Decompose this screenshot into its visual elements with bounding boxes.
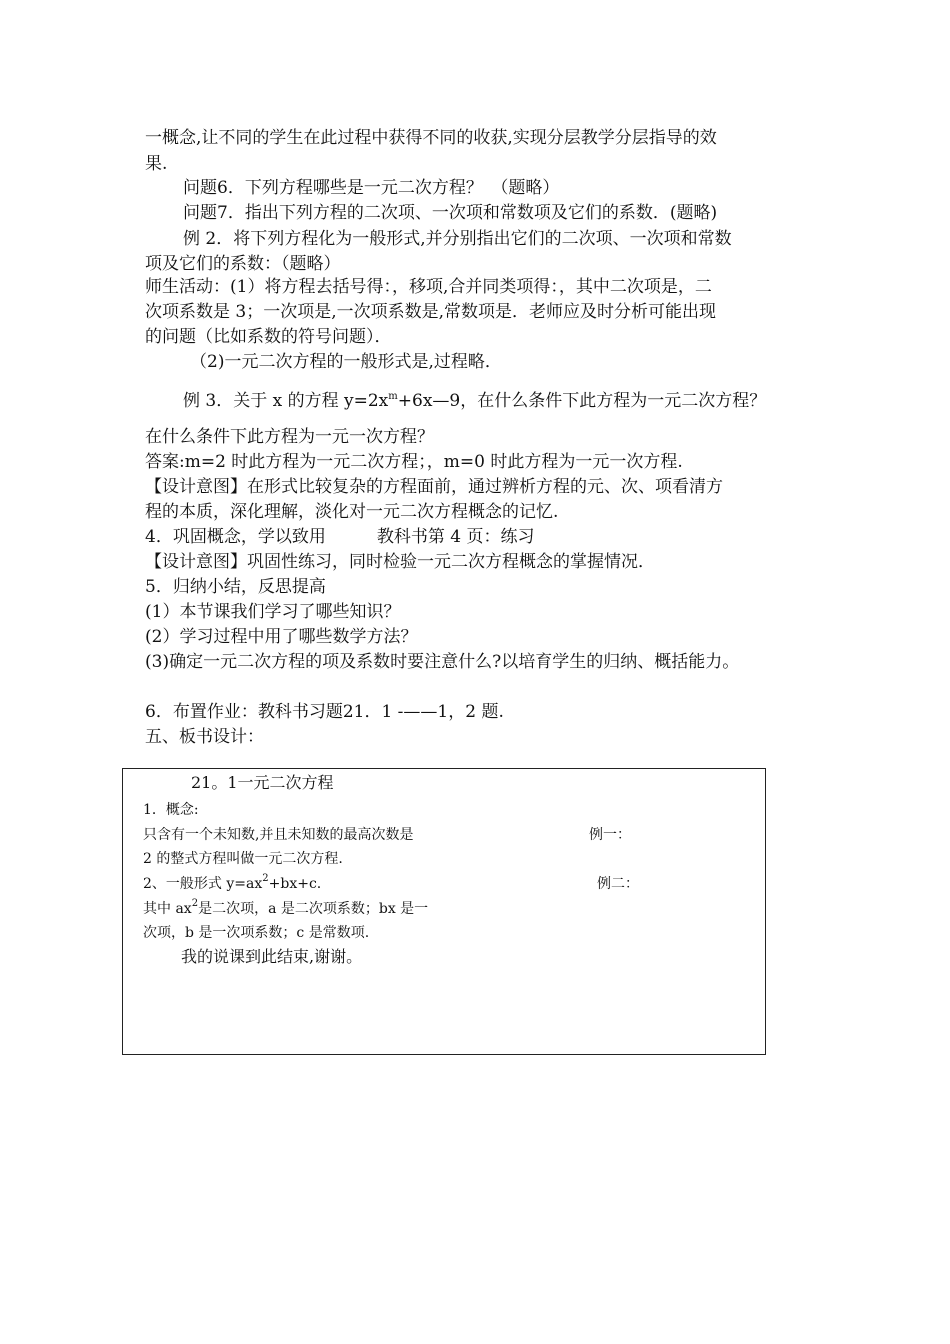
- text-line: 项及它们的系数：（题略）: [145, 254, 341, 274]
- board-line: 2 的整式方程叫做一元二次方程.: [143, 851, 343, 867]
- section-5-board-heading: 五、板书设计：: [145, 727, 264, 747]
- text-line: 果.: [145, 154, 168, 174]
- text-line: 的问题（比如系数的符号问题）．: [145, 327, 392, 347]
- example-2: 例 2．将下列方程化为一般形式,并分别指出它们的二次项、一次项和常数: [183, 229, 732, 249]
- board-line: 2、一般形式 $y=ax^2+bx+c$.: [143, 873, 322, 892]
- teacher-student-activity: 师生活动：(1）将方程去括号得：，移项,合并同类项得：，其中二次项是，二: [145, 277, 712, 297]
- section-4-heading: 4．巩固概念，学以致用 教科书第 4 页：练习: [145, 527, 535, 547]
- design-intent: 【设计意图】巩固性练习，同时检验一元二次方程概念的掌握情况．: [145, 552, 655, 572]
- board-line: 1．概念:: [143, 802, 199, 818]
- problem-7: 问题7．指出下列方程的二次项、一次项和常数项及它们的系数．(题略): [183, 203, 718, 223]
- text-line: 一概念,让不同的学生在此过程中获得不同的收获,实现分层教学分层指导的效: [145, 128, 717, 148]
- blackboard-design-box: [122, 768, 766, 1055]
- section-5-heading: 5．归纳小结，反思提高: [145, 577, 326, 597]
- summary-item: (2）学习过程中用了哪些数学方法？: [145, 627, 418, 647]
- board-line: 其中 $ax^2$是二次项，a 是二次项系数；bx 是一: [143, 898, 429, 917]
- text-line: 程的本质，深化理解，淡化对一元二次方程概念的记忆.: [145, 502, 559, 522]
- text-line: （2)一元二次方程的一般形式是,过程略．: [190, 352, 502, 372]
- text-line: 在什么条件下此方程为一元一次方程？: [145, 427, 434, 447]
- summary-item: (3)确定一元二次方程的项及系数时要注意什么?以培育学生的归纳、概括能力。: [145, 652, 740, 672]
- example-3: 例 3．关于 x 的方程 $y=2x^m+6x—9$，在什么条件下此方程为一元二次方程？: [183, 391, 767, 411]
- board-line: 只含有一个未知数,并且未知数的最高次数是: [143, 827, 414, 843]
- board-line: 次项，b 是一次项系数；c 是常数项.: [143, 925, 370, 941]
- homework: 6．布置作业：教科书习题21．1 -——1，2 题.: [145, 702, 504, 722]
- summary-item: (1）本节课我们学习了哪些知识？: [145, 602, 401, 622]
- answer: 答案:m=2 时此方程为一元二次方程；，m=0 时此方程为一元一次方程.: [145, 452, 683, 472]
- board-example-1: 例一：: [589, 827, 631, 843]
- closing-remark: 我的说课到此结束,谢谢。: [181, 947, 363, 966]
- design-intent: 【设计意图】在形式比较复杂的方程面前，通过辨析方程的元、次、项看清方: [145, 477, 723, 497]
- board-title: 21。1一元二次方程: [191, 773, 334, 792]
- problem-6: 问题6．下列方程哪些是一元二次方程？ （题略）: [183, 178, 560, 198]
- text-line: 次项系数是 3；一次项是,一次项系数是,常数项是．老师应及时分析可能出现: [145, 302, 717, 322]
- board-example-2: 例二：: [597, 876, 639, 892]
